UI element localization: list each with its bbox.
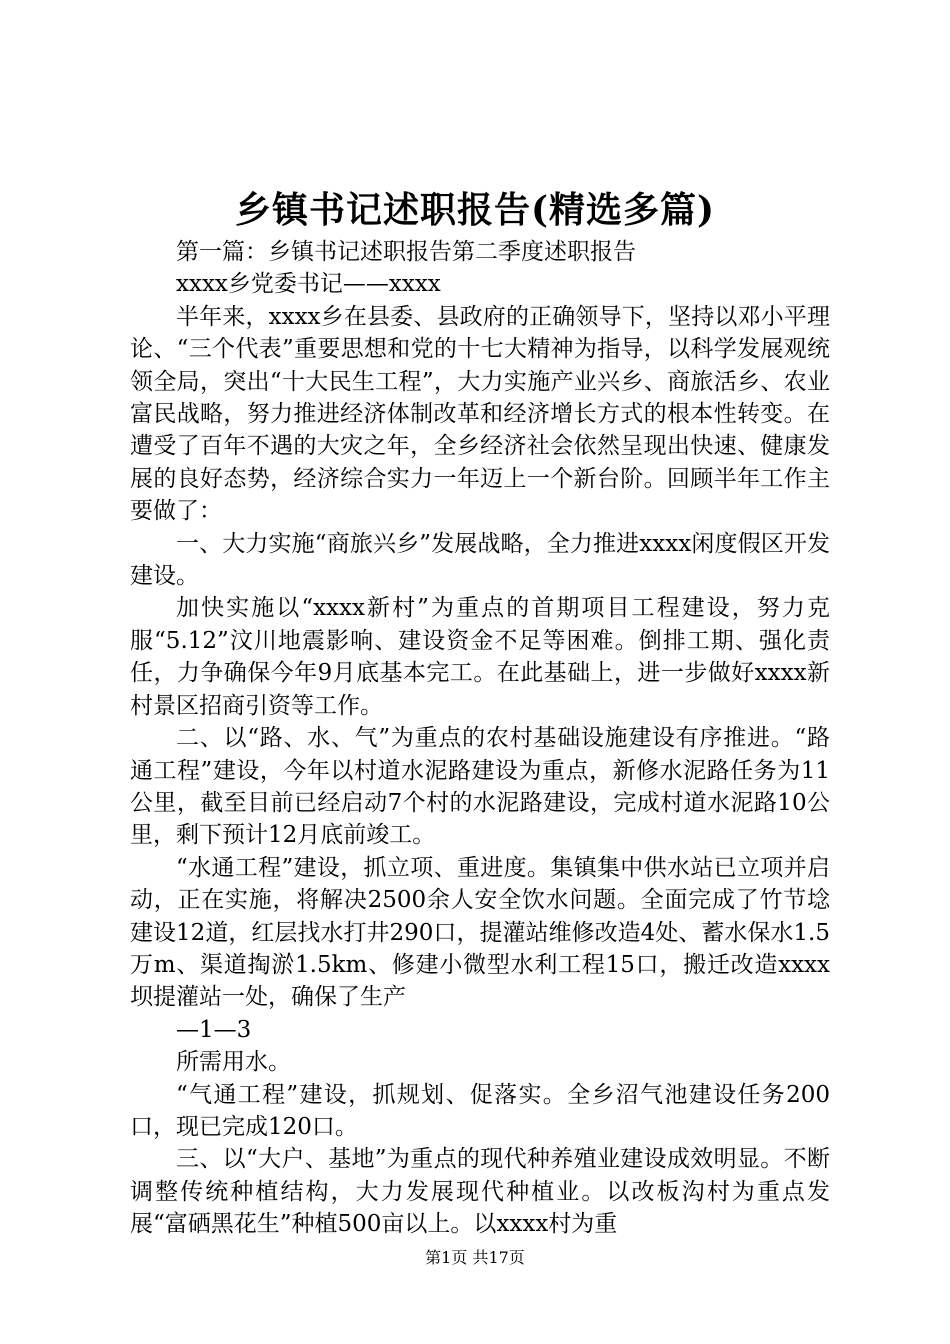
body-paragraph: 三、以“大户、基地”为重点的现代种养殖业建设成效明显。不断调整传统种植结构，大力发展现代种植业。以改板沟村为重点发展“富硒黑花生”种植500亩以上。以xxxx村为重 <box>130 1146 830 1238</box>
document-title: 乡镇书记述职报告(精选多篇) <box>234 189 716 231</box>
body-paragraph: “水通工程”建设，抓立项、重进度。集镇集中供水站已立项并启动，正在实施，将解决2500余人安全饮水问题。全面完成了竹节埝建设12道，红层找水打井290口，提灌站维修改造4处、蓄水保水1.5万m、渠道掏淤1.5km、修建小微型水利工程15口，搬迁改造xxxx坝提灌站一处，确保了生产 <box>130 854 830 1011</box>
page-number-footer: 第1页 共17页 <box>425 1248 525 1267</box>
body-paragraph: 所需用水。 <box>176 1049 291 1076</box>
body-paragraph: 半年来，xxxx乡在县委、县政府的正确领导下，坚持以邓小平理论、“三个代表”重要思想和党的十七大精神为指导，以科学发展观统领全局，突出“十大民生工程”，大力实施产业兴乡、商旅活乡、农业富民战略，努力推进经济体制改革和经济增长方式的根本性转变。在遭受了百年不遇的大灾之年，全乡经济社会依然呈现出快速、健康发展的良好态势，经济综合实力一年迈上一个新台阶。回顾半年工作主要做了： <box>130 303 830 525</box>
section-heading: 第一篇：乡镇书记述职报告第二季度述职报告 <box>176 239 636 265</box>
inline-page-marker: —1—3 <box>176 1016 252 1043</box>
document-body <box>130 236 830 1241</box>
body-paragraph: 加快实施以“xxxx新村”为重点的首期项目工程建设，努力克服“5.12”汶川地震影响、建设资金不足等困难。倒排工期、强化责任，力争确保今年9月底基本完工。在此基础上，进一步做好xxxx新村景区招商引资等工作。 <box>130 595 830 719</box>
body-paragraph: 二、以“路、水、气”为重点的农村基础设施建设有序推进。“路通工程”建设，今年以村道水泥路建设为重点，新修水泥路任务为11公里，截至目前已经启动7个村的水泥路建设，完成村道水泥路10公里，剩下预计12月底前竣工。 <box>130 725 830 849</box>
author-line: xxxx乡党委书记——xxxx <box>176 271 441 298</box>
body-paragraph: 一、大力实施“商旅兴乡”发展战略，全力推进xxxx闲度假区开发建设。 <box>130 530 830 590</box>
body-paragraph: “气通工程”建设，抓规划、促落实。全乡沼气池建设任务200口，现已完成120口。 <box>130 1081 830 1140</box>
